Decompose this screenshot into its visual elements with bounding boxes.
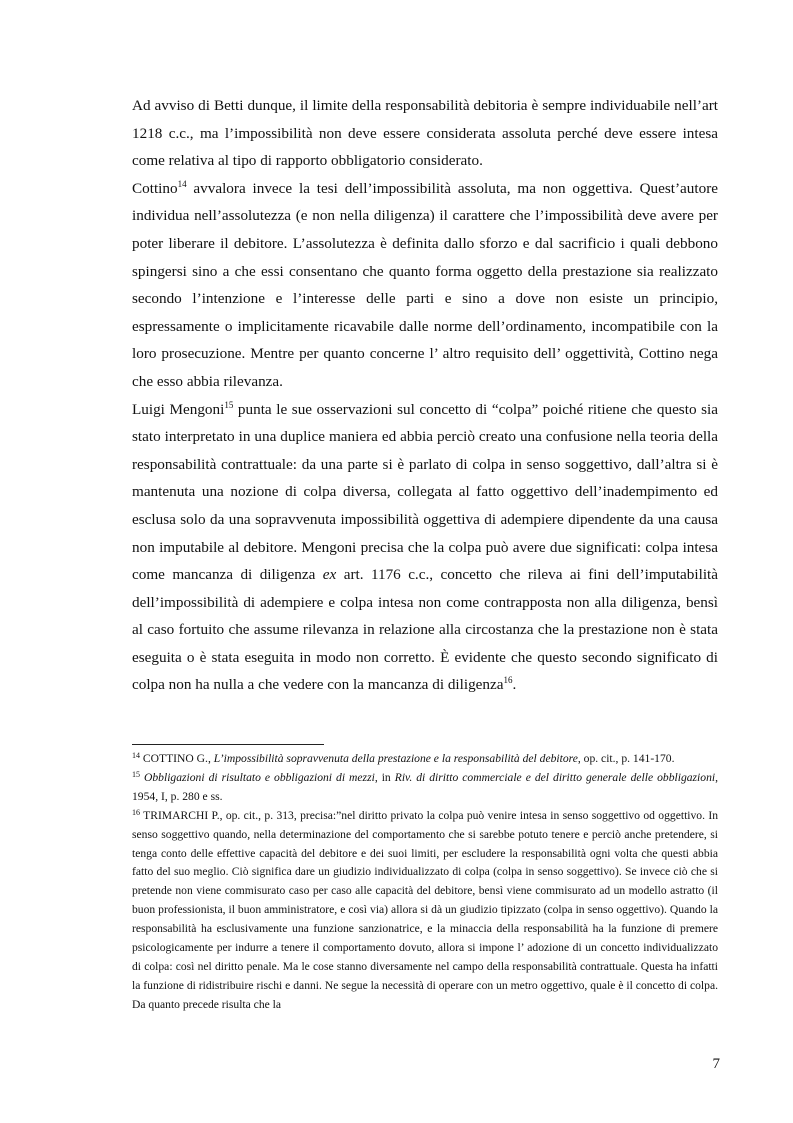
footnote-number: 14 [132,751,140,760]
paragraph-mengoni: Luigi Mengoni$^{15}$ punta le sue osservazioni sul concetto di “colpa” poiché ritiene che questo sia stato interpretato in una duplice maniera ed abbia perciò creato una confusione nella teoria della responsabilità contrattuale: da una parte si è parlato di colpa in senso soggettivo, dall’altra si è mantenuta una nozione di colpa diversa, collegata al fatto oggettivo dell’inadempimento ed esclusa solo da una sopravvenuta impossibilità oggettiva di adempiere dipendente da una causa non imputabile al debitore. Mengoni precisa che la colpa può avere due significati: colpa intesa come mancanza di diligenza ex art. 1176 c.c., concetto che rileva ai fini dell’imputabilità dell’impossibilità di adempiere e colpa intesa non come contrapposta non alla diligenza, bensì al caso fortuito che assume rilevanza in relazione alla circostanza che la prestazione non è stata eseguita o è stata eseguita in modo non corretto. È evidente che questo secondo significato di colpa non ha nulla a che vedere con la mancanza di diligenza$^{16}$. [132,399,718,694]
footnote-ref-16[interactable]: 16 [503,675,513,686]
footnote-ref-15[interactable]: 15 [224,399,234,410]
page-number: 7 [712,1056,720,1072]
footnote-ref-14[interactable]: 14 [177,178,187,189]
footnote-15: $^{15}$ Obbligazioni di risultato e obbligazioni di mezzi, in Riv. di diritto commerciale e del diritto generale delle obbligazioni, 1954, I, p. 280 e ss. [132,769,718,803]
footnote-separator [132,744,324,745]
footnotes [132,750,718,1015]
footnote-14: $^{14}$ COTTINO G., L’impossibilità sopravvenuta della prestazione e la responsabilità del debitore, op. cit., p. 141-170. [132,751,675,765]
footnote-16: $^{16}$ TRIMARCHI P., op. cit., p. 313, precisa:”nel diritto privato la colpa può venire intesa in senso soggettivo od oggettivo. In senso soggettivo quando, nella determinazione del comportamento che si sarebbe potuto tenere e perciò anche pretendere, si tenga conto delle effettive capacità del debitore e dei suoi limiti, per escludere la responsabilità ogni volta che questi abbia fatto del suo meglio. Ciò significa dare un giudizio individualizzato di colpa (colpa in senso soggettivo). Se invece ciò che si pretende non viene commisurato caso per caso alle capacità del debitore, bensì viene commisurato ad un modello astratto (il buon professionista, il buon amministratore, e così via) allora si dà un giudizio tipizzato (colpa in senso oggettivo). Quando la responsabilità ha esclusivamente una funzione sanzionatrice, e la minaccia della responsabilità ha la funzione di premere psicologicamente per indurre a tenere il comportamento dovuto, allora si impone l’ adozione di un concetto individualizzato di colpa: così nel diritto penale. Ma le cose stanno diversamente nel campo della responsabilità contrattuale. Questa ha infatti la funzione di ridistribuire rischi e danni. Ne segue la necessità di operare con un metro oggettivo, quale è il concetto di colpa. Da quanto precede risulta che la [132,807,718,1011]
work-title: Obbligazioni di risultato e obbligazioni di mezzi [144,770,375,784]
author-name: Cottino [132,179,178,197]
paragraph-betti: Ad avviso di Betti dunque, il limite della responsabilità debitoria è sempre individuabile nell’art 1218 c.c., ma l’impossibilità non deve essere considerata assoluta perché deve essere intesa come relativa al tipo di rapporto obbligatorio considerato. [132,97,718,170]
journal-title: Riv. di diritto commerciale e del diritto generale delle obbligazioni [394,770,716,784]
author-name: Luigi Mengoni [132,400,225,418]
italic-term: ex [322,566,337,584]
footnote-number: 15 [132,769,140,779]
body-text [132,92,718,699]
paragraph-cottino: Cottino$^{14}$ avvalora invece la tesi dell’impossibilità assoluta, ma non oggettiva. Quest’autore individua nell’assolutezza (e non nella diligenza) il carattere che l’impossibilità deve avere per poter liberare il debitore. L’assolutezza è definita dallo sforzo e dal sacrificio i quali debbono spingersi sino a che essi consentano che quanto forma oggetto della prestazione sia realizzato secondo l’intenzione e l’interesse delle parti e sino a dove non esiste un principio, espressamente o implicitamente ricavabile dalle norme dell’ordinamento, incompatibile con la loro prosecuzione. Mentre per quanto concerne l’ altro requisito dell’ oggettività, Cottino nega che esso abbia rilevanza. [132,178,718,390]
footnote-number: 16 [132,807,140,817]
work-title: L’impossibilità sopravvenuta della prestazione e la responsabilità del debitore [213,752,578,765]
